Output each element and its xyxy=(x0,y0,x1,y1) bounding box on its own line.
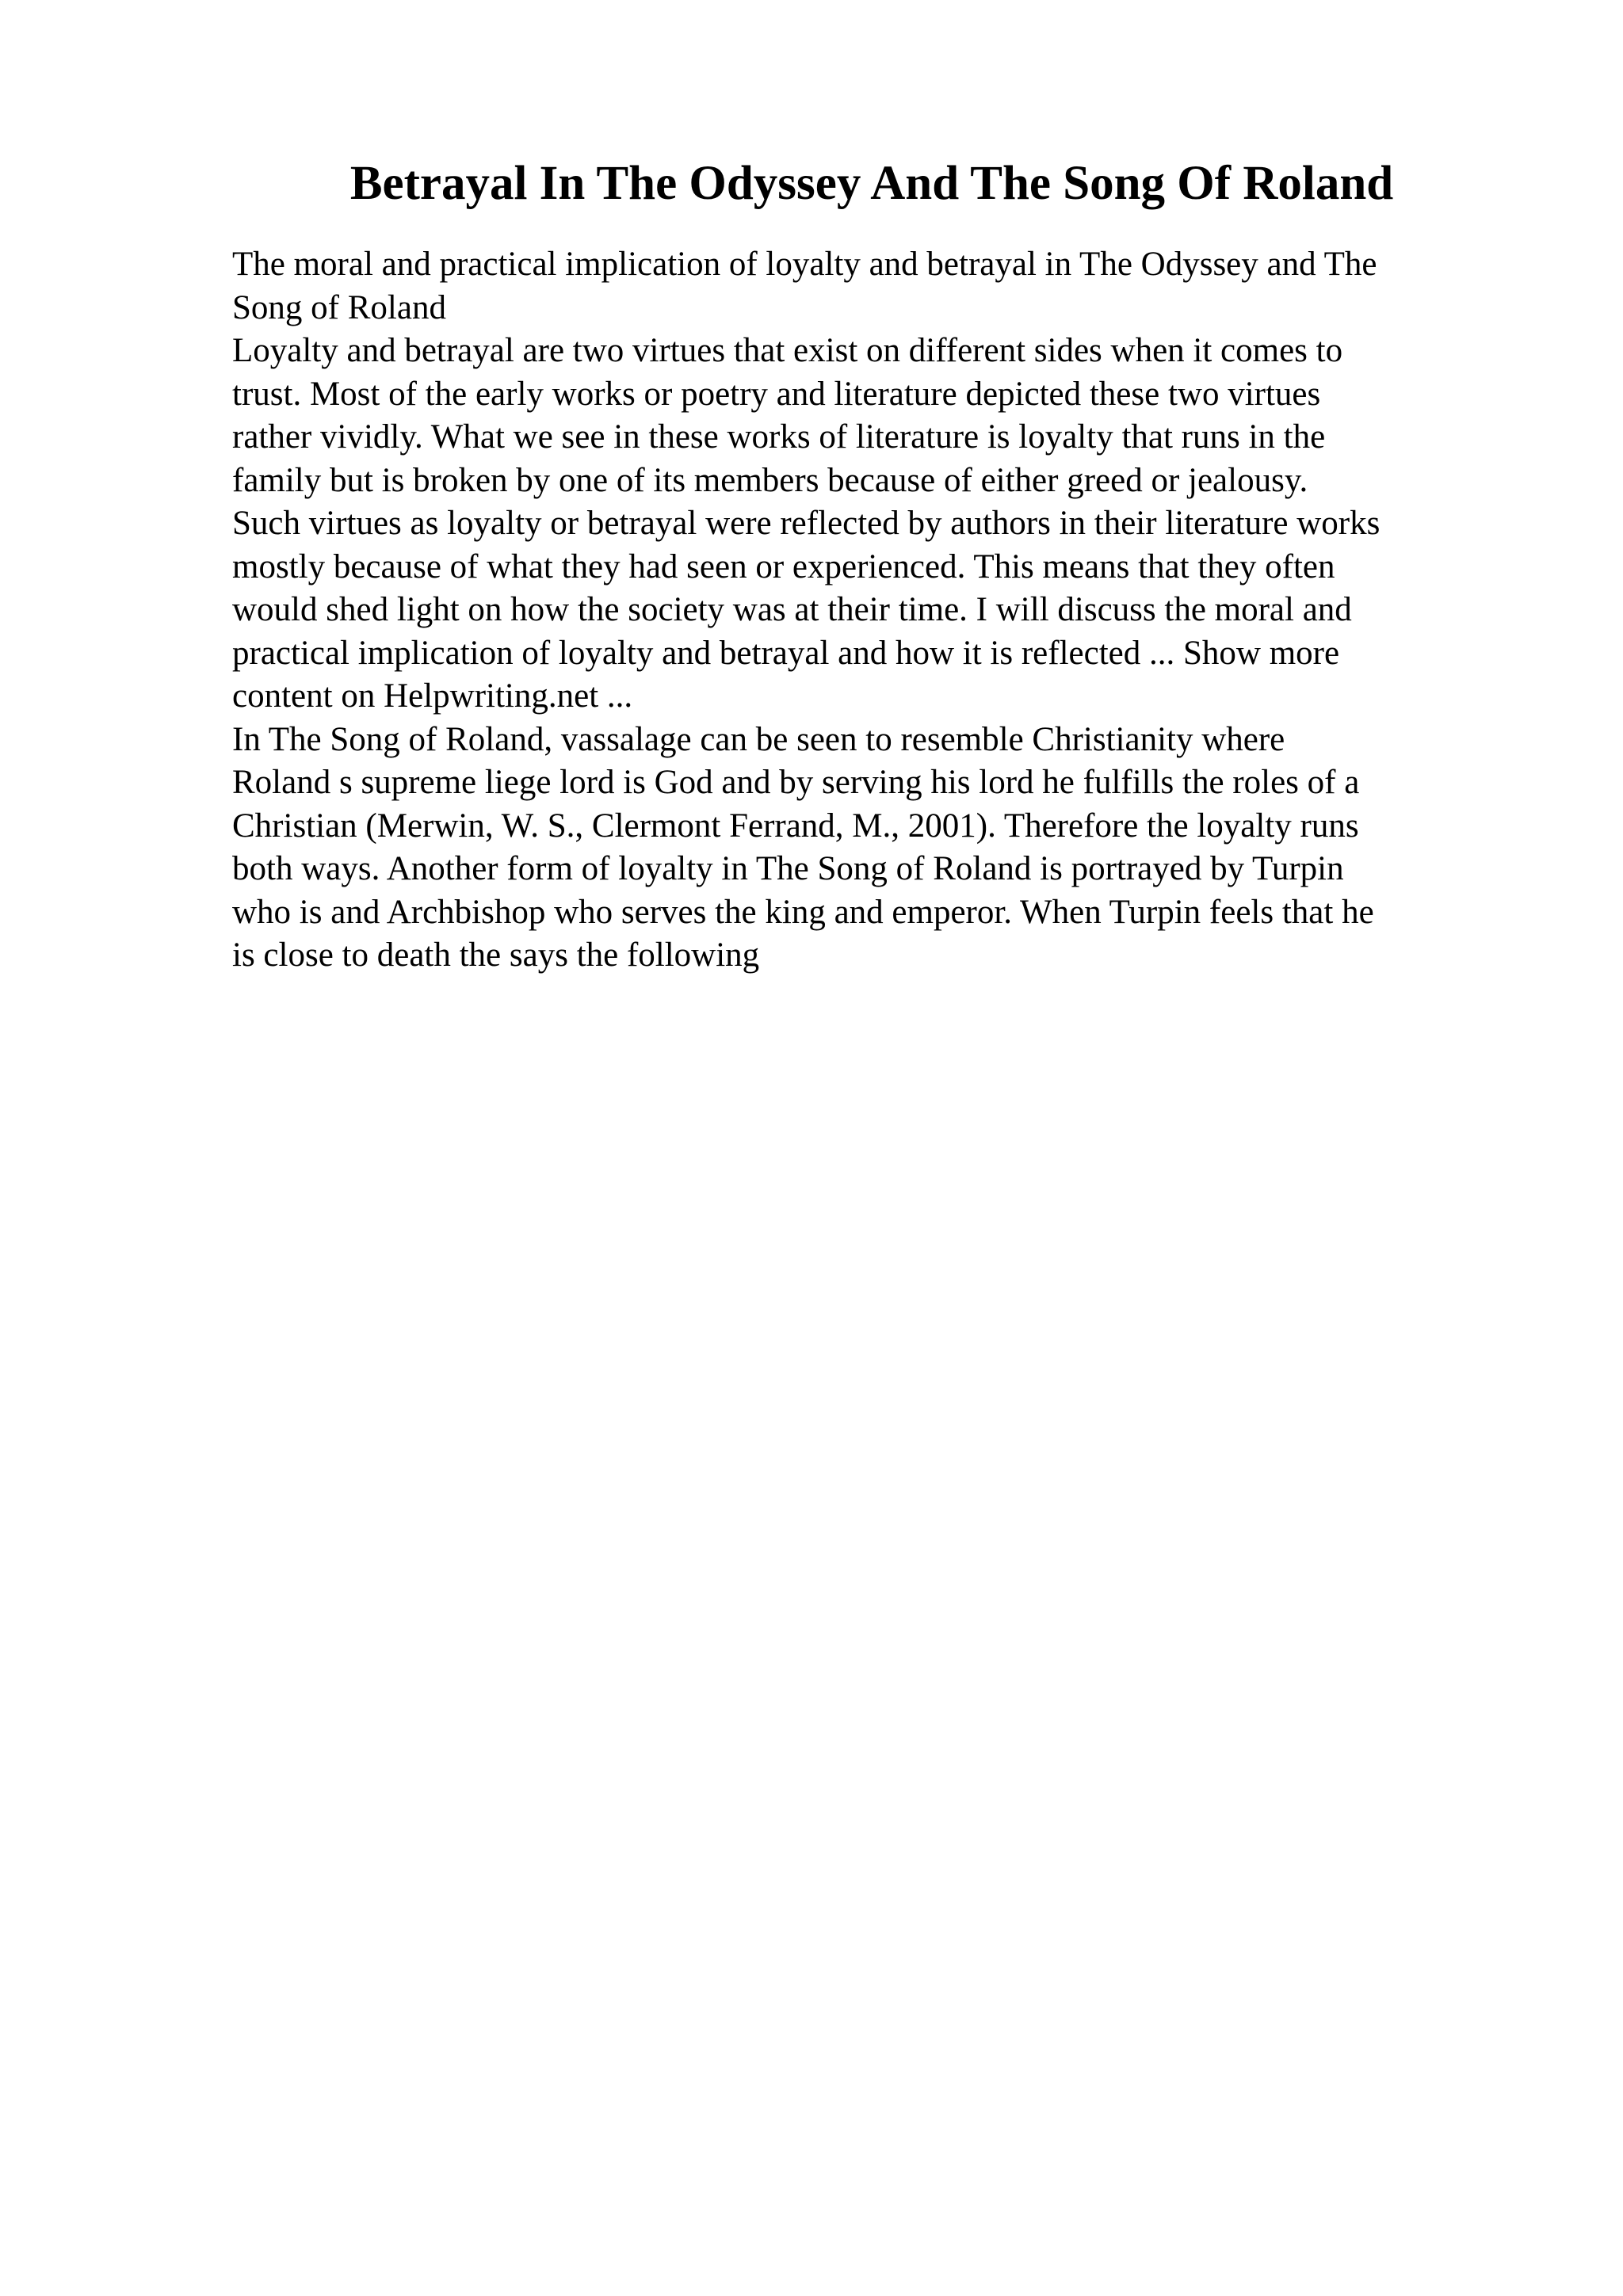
body-line: Roland s supreme liege lord is God and by serving his lord he fulfills the roles of a xyxy=(232,764,1360,801)
body-line: both ways. Another form of loyalty in The Song of Roland is portrayed by Turpin xyxy=(232,850,1344,887)
body-line: In The Song of Roland, vassalage can be seen to resemble Christianity where xyxy=(232,720,1285,758)
body-line: rather vividly. What we see in these works of literature is loyalty that runs in the xyxy=(232,418,1326,456)
body-line: practical implication of loyalty and betrayal and how it is reflected ... Show more xyxy=(232,634,1340,672)
body-line: trust. Most of the early works or poetry and literature depicted these two virtues xyxy=(232,375,1321,413)
body-line: Song of Roland xyxy=(232,288,446,326)
document-title: Betrayal In The Odyssey And The Song Of Roland xyxy=(349,157,1394,210)
body-line: Such virtues as loyalty or betrayal were reflected by authors in their literature works xyxy=(232,505,1381,542)
body-line: is close to death the says the following xyxy=(232,936,760,974)
body-line: mostly because of what they had seen or experienced. This means that they often xyxy=(232,547,1335,585)
body-line: Loyalty and betrayal are two virtues that exist on different sides when it comes to xyxy=(232,332,1343,369)
body-line: The moral and practical implication of loyalty and betrayal in The Odyssey and The xyxy=(232,246,1377,283)
body-line: content on Helpwriting.net ... xyxy=(232,677,633,715)
body-line: Christian (Merwin, W. S., Clermont Ferrand, M., 2001). Therefore the loyalty runs xyxy=(232,807,1359,845)
body-line: who is and Archbishop who serves the king and emperor. When Turpin feels that he xyxy=(232,893,1374,931)
body-line: would shed light on how the society was at their time. I will discuss the moral and xyxy=(232,591,1352,628)
document-body xyxy=(232,243,1500,978)
body-line: family but is broken by one of its members because of either greed or jealousy. xyxy=(232,461,1308,499)
